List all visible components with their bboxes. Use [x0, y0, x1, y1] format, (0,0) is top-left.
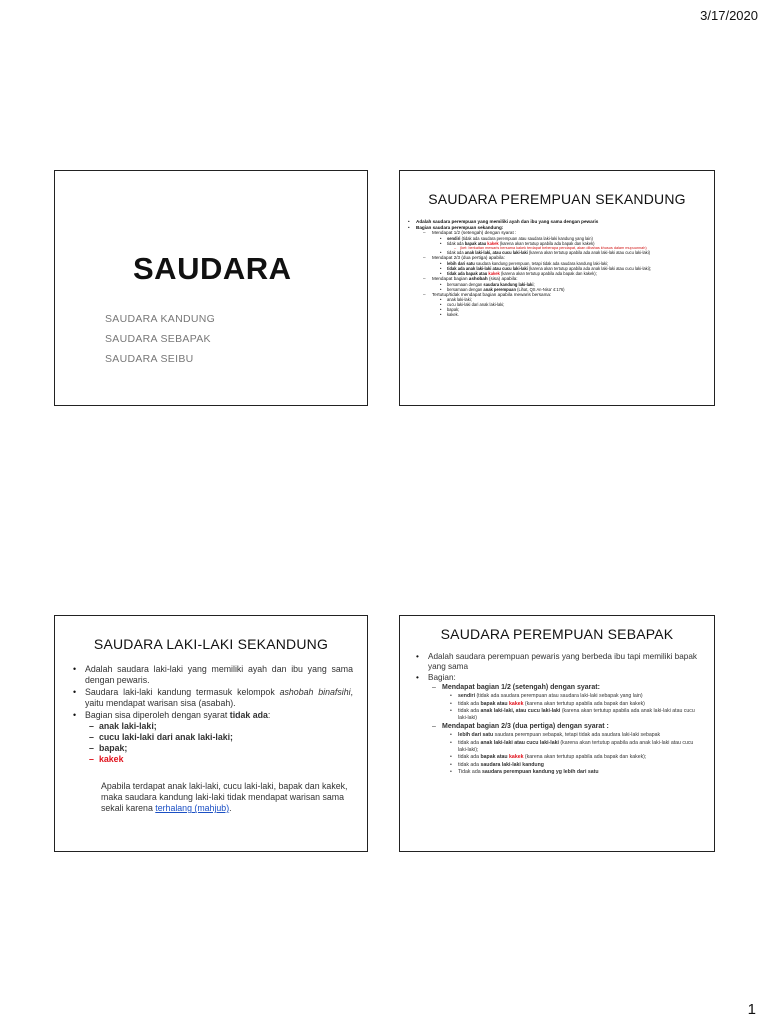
mahjub-link[interactable]: terhalang (mahjub)	[155, 803, 230, 813]
page-number: 1	[747, 1001, 756, 1018]
group-ashobah: – Mendapat bagian ashobah (sisa) apabila: • bersamaan dengan saudara kandung laki-laki; • bersamaan dengan anak perempuan (Lihat, QS An-Nisa' 4:176)	[423, 276, 708, 292]
list-item: • sendiri (tidak ada saudara perempuan atau saudara laki-laki kandung yang lain)	[440, 236, 708, 241]
bullet-definition: • Adalah saudara perempuan yang memiliki ayah dan ibu yang sama dengan pewaris	[408, 219, 708, 225]
group-setengah: – Mendapat bagian 1/2 (setengah) dengan syarat: • sendiri (tidak ada saudara perempuan atau saudara laki-laki sebapak yang lain) • tidak ada bapak atau kakek (karena akan tertutup apabila ada bapak dan kakek) • tidak ada anak laki-laki, atau cucu laki-laki (karena akan tertutup apabila ada anak laki-laki atau cucu laki-laki)	[432, 683, 704, 721]
list-item: • tidak ada bapak atau kakek (karena akan tertutup apabila ada bapak dan kakek);	[450, 754, 704, 761]
list-item: • bersamaan dengan anak perempuan (Lihat, QS An-Nisa' 4:176)	[440, 287, 708, 292]
list-item-red: – kakek	[89, 754, 353, 765]
group-tertutup: – Tertutup/tidak mendapat bagian apabila mewaris bersama: • anak laki-laki; • cucu laki-laki dari anak laki-laki; • bapak; • kakek.	[423, 292, 708, 318]
list-item: • tidak ada bapak atau kakek (karena akan tertutup apabila ada bapak dan kakek)	[450, 701, 704, 708]
conclusion-paragraph: Apabila terdapat anak laki-laki, cucu laki-laki, bapak dan kakek, maka saudara kandung laki-laki tidak mendapat warisan sama sekali karena terhalang (mahjub).	[101, 781, 348, 813]
slide-title: SAUDARA PEREMPUAN SEKANDUNG	[428, 191, 686, 207]
slide-title: SAUDARA PEREMPUAN SEBAPAK	[440, 626, 674, 642]
group-dua-pertiga: – Mendapat bagian 2/3 (dua pertiga) dengan syarat : • lebih dari satu saudara perempuan sebapak, tetapi tidak ada saudara laki-laki sebapak • tidak ada anak laki-laki atau cucu laki-laki (karena akan tertutup apabila ada anak laki-laki atau cucu laki-laki); • tidak ada bapak atau kakek (karena akan tertutup apabila ada bapak dan kakek); • tidak ada saudara laki-laki kandung • Tidak ada saudara perempuan kandung yg lebih dari satu	[432, 722, 704, 776]
list-item: • tidak ada bapak atau kakek (karena akan tertutup apabila ada bapak dan kakek) – (ket: berkaitan mewaris bersama kakek terdapat beberapa pendapat, akan dibahas khusus dalam mupuunnah)	[440, 241, 708, 251]
list-item: – cucu laki-laki dari anak laki-laki;	[89, 732, 353, 743]
bullet-bagian: • Bagian saudara perempuan sekandung: – Mendapat 1/2 (setengah) dengan syarat : • sendiri (tidak ada saudara perempuan atau saudara laki-laki kandung yang lain) • tidak ada bapak atau kakek (karena akan tertutup apabila ada bapak dan kakek) – (ket: berkaitan mewaris bersama kakek terdapat beberapa pendapat, akan dibahas khusus dalam mupuunnah) • tidak ada anak laki-laki, atau cucu laki-laki (karena akan tertutup apabila ada anak laki-laki atau cucu laki-laki) – Mendapat 2/3 (dua pertiga) apabila: • lebih dari satu saudara kandung perempuan, tetapi tidak ada saudara kandung laki-laki; • tidak ada anak laki-laki atau cucu laki-laki (karena akan tertutup apabila ada anak laki-laki atau cucu laki-laki); • tidak ada bapak atau kakek (karena akan tertutup apabila ada bapak dan kakek); – Mendapat bagian ashobah (sisa) apabila: • bersamaan dengan saudara kandung laki-laki; • bersamaan dengan anak perempuan (Lihat, QS An-Nisa' 4:176) – Tertutup/tidak mendapat bagian apabila mewaris bersama: • anak laki-laki; • cucu laki-laki dari anak laki-laki; • bapak; • kakek.	[408, 225, 708, 318]
group-dua-pertiga: – Mendapat 2/3 (dua pertiga) apabila: • lebih dari satu saudara kandung perempuan, tetapi tidak ada saudara kandung laki-laki; • tidak ada anak laki-laki atau cucu laki-laki (karena akan tertutup apabila ada anak laki-laki atau cucu laki-laki); • tidak ada bapak atau kakek (karena akan tertutup apabila ada bapak dan kakek);	[423, 255, 708, 276]
list-item: – bapak;	[89, 743, 353, 754]
subtopic-seibu: SAUDARA SEIBU	[105, 353, 194, 365]
bullet-kelompok: • Saudara laki-laki kandung termasuk kelompok ashobah binafsihi, yaitu mendapat warisan sisa (asabah).	[71, 687, 353, 709]
list-item: • tidak ada anak laki-laki, atau cucu laki-laki (karena akan tertutup apabila ada anak laki-laki atau cucu laki-laki)	[450, 708, 704, 721]
note-item: – (ket: berkaitan mewaris bersama kakek terdapat beberapa pendapat, akan dibahas khusus dalam mupuunnah)	[454, 246, 708, 251]
list-item: • lebih dari satu saudara perempuan sebapak, tetapi tidak ada saudara laki-laki sebapak	[450, 732, 704, 739]
list-item: • lebih dari satu saudara kandung perempuan, tetapi tidak ada saudara kandung laki-laki;	[440, 261, 708, 266]
subtopic-list	[105, 309, 215, 369]
slide-saudara-laki-laki-sekandung	[54, 615, 368, 852]
list-item: – anak laki-laki;	[89, 721, 353, 732]
slide-saudara	[54, 170, 368, 406]
list-item: • kakek.	[440, 312, 708, 317]
slide-body	[414, 652, 704, 777]
list-item: • bersamaan dengan saudara kandung laki-laki;	[440, 282, 708, 287]
bullet-definition: • Adalah saudara laki-laki yang memiliki ayah dan ibu yang sama dengan pewaris.	[71, 664, 353, 686]
slide-body	[71, 664, 353, 814]
list-item: • bapak;	[440, 307, 708, 312]
slide-body	[408, 219, 708, 317]
slide-saudara-perempuan-sebapak	[399, 615, 715, 852]
list-item: • tidak ada anak laki-laki atau cucu laki-laki (karena akan tertutup apabila ada anak laki-laki atau cucu laki-laki);	[440, 266, 708, 271]
slide-title: SAUDARA LAKI-LAKI SEKANDUNG	[93, 636, 329, 652]
bullet-definition: • Adalah saudara perempuan pewaris yang berbeda ibu tapi memiliki bapak yang sama	[414, 652, 704, 672]
list-item: • tidak ada saudara laki-laki kandung	[450, 762, 704, 769]
list-item: • tidak ada anak laki-laki, atau cucu laki-laki (karena akan tertutup apabila ada anak laki-laki atau cucu laki-laki)	[440, 250, 708, 255]
slide-title: SAUDARA	[133, 251, 292, 286]
list-item: • cucu laki-laki dari anak laki-laki;	[440, 302, 708, 307]
list-item: • tidak ada anak laki-laki atau cucu laki-laki (karena akan tertutup apabila ada anak laki-laki atau cucu laki-laki);	[450, 740, 704, 753]
subtopic-kandung: SAUDARA KANDUNG	[105, 313, 216, 325]
list-item: • anak laki-laki;	[440, 297, 708, 302]
list-item: • tidak ada bapak atau kakek (karena akan tertutup apabila ada bapak dan kakek);	[440, 271, 708, 276]
print-date: 3/17/2020	[700, 8, 758, 23]
list-item: • Tidak ada saudara perempuan kandung yg lebih dari satu	[450, 769, 704, 776]
slide-saudara-perempuan-sekandung	[399, 170, 715, 406]
list-item: • sendiri (tidak ada saudara perempuan atau saudara laki-laki sebapak yang lain)	[450, 693, 704, 700]
group-setengah: – Mendapat 1/2 (setengah) dengan syarat : • sendiri (tidak ada saudara perempuan atau saudara laki-laki kandung yang lain) • tidak ada bapak atau kakek (karena akan tertutup apabila ada bapak dan kakek) – (ket: berkaitan mewaris bersama kakek terdapat beberapa pendapat, akan dibahas khusus dalam mupuunnah) • tidak ada anak laki-laki, atau cucu laki-laki (karena akan tertutup apabila ada anak laki-laki atau cucu laki-laki)	[423, 230, 708, 255]
bullet-syarat: • Bagian sisa diperoleh dengan syarat tidak ada: – anak laki-laki; – cucu laki-laki dari anak laki-laki; – bapak; – kakek	[71, 710, 353, 765]
bullet-bagian: • Bagian: – Mendapat bagian 1/2 (setengah) dengan syarat: • sendiri (tidak ada saudara perempuan atau saudara laki-laki sebapak yang lain) • tidak ada bapak atau kakek (karena akan tertutup apabila ada bapak dan kakek) • tidak ada anak laki-laki, atau cucu laki-laki (karena akan tertutup apabila ada anak laki-laki atau cucu laki-laki) – Mendapat bagian 2/3 (dua pertiga) dengan syarat : • lebih dari satu saudara perempuan sebapak, tetapi tidak ada saudara laki-laki sebapak • tidak ada anak laki-laki atau cucu laki-laki (karena akan tertutup apabila ada anak laki-laki atau cucu laki-laki); • tidak ada bapak atau kakek (karena akan tertutup apabila ada bapak dan kakek); • tidak ada saudara laki-laki kandung • Tidak ada saudara perempuan kandung yg lebih dari satu	[414, 673, 704, 776]
subtopic-sebapak: SAUDARA SEBAPAK	[105, 333, 211, 345]
